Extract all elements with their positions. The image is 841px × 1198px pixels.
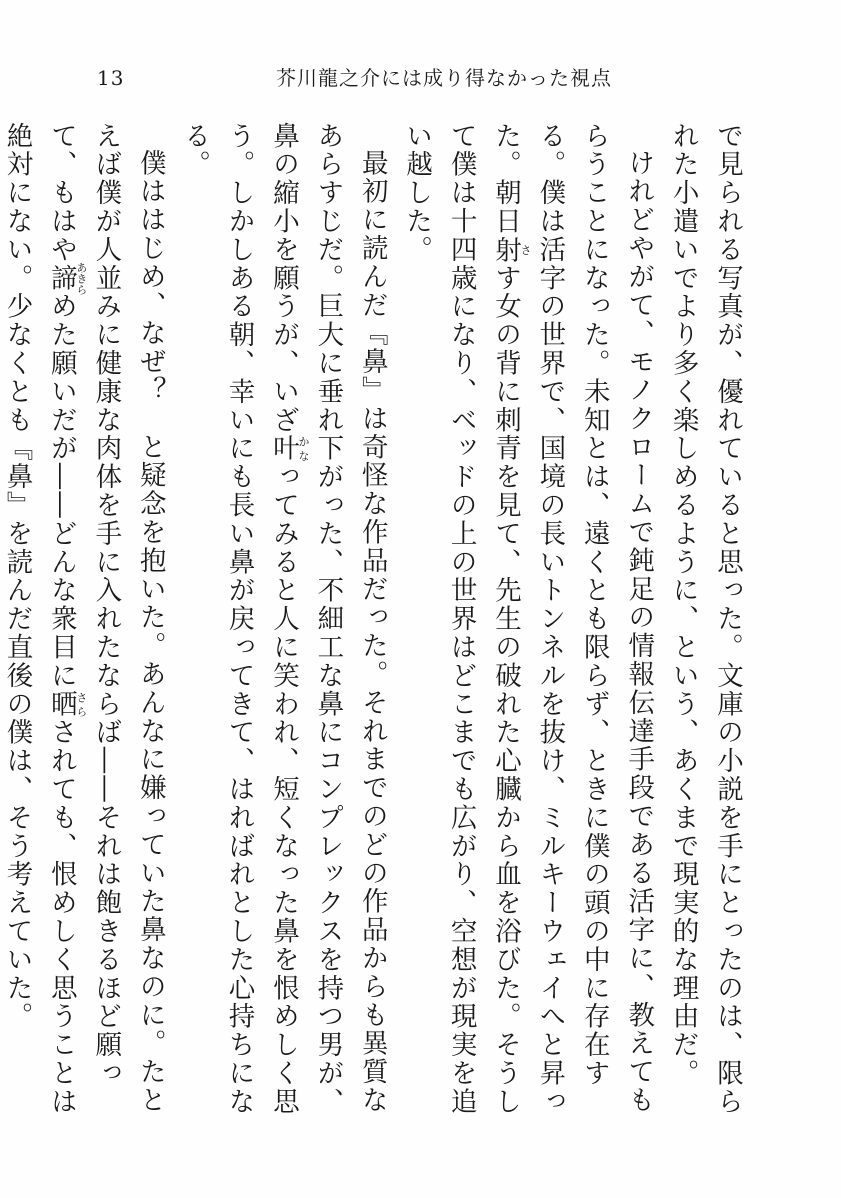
paragraph-p1 xyxy=(660,122,749,1132)
page-number: 13 xyxy=(97,66,125,90)
running-title: 芥川龍之介には成り得なかった視点 xyxy=(276,66,612,90)
ruby-word xyxy=(45,261,88,295)
ruby-base: 射 xyxy=(489,235,521,265)
paragraph-p4 xyxy=(0,122,172,1132)
text-run: 僕ははじめ、なぜ？ と疑念を抱いた。あんなに嫌っていた鼻なのに。たとえば僕が人並みに健康な肉体を手に入れたならば――それは飽きるほど願って、もはや xyxy=(45,122,166,1115)
ruby-word xyxy=(489,235,532,265)
ruby-base: 晒 xyxy=(45,690,77,719)
ruby-reading: さ xyxy=(518,235,532,265)
text-run: けれどやがて、モノクロームで鈍足の情報伝達手段である活字に、教えてもらうことになった。未知とは、遠くとも限らず、ときに僕の頭の中に存在する。僕は活字の世界で、国境の長いトンネルを抜け、ミルキーウェイへと昇った。朝日 xyxy=(489,122,655,1116)
text-run: 最初に読んだ『鼻』は奇怪な作品だった。それまでのどの作品からも異質なあらすじだ。巨大に垂れ下がった、不細工な鼻にコンプレックスを持つ男が、鼻の縮小を願うが、いざ xyxy=(267,122,388,1116)
text-run: めた願いだが――どんな衆目に xyxy=(45,292,77,691)
page-header xyxy=(0,66,841,96)
ruby-word xyxy=(45,690,88,719)
vertical-body-text xyxy=(1,122,749,1132)
paragraph-p3 xyxy=(172,122,394,1132)
ruby-reading: あきら xyxy=(74,261,88,295)
text-run: されても、恨めしく思うことは絶対にない。少なくとも『鼻』を読んだ直後の僕は、そう考えていた。 xyxy=(1,122,77,1117)
ruby-base: 叶 xyxy=(267,434,299,463)
ruby-reading: かな xyxy=(296,434,310,463)
ruby-base: 諦 xyxy=(45,261,77,295)
text-run: す女の背に刺青を見て、先生の破れた心臓から血を浴びた。そうして僕は十四歳になり、ベッドの上の世界はどこまでも広がり、空想が現実を追い越した。 xyxy=(401,122,521,1117)
paragraph-p2 xyxy=(394,122,660,1132)
ruby-word xyxy=(267,434,310,463)
text-run: で見られる写真が、優れていると思った。文庫の小説を手にとったのは、限られた小遣いでより多く楽しめるように、という、あくまで現実的な理由だ。 xyxy=(667,122,743,1116)
text-run: ってみると人に笑われ、短くなった鼻を恨めしく思う。しかしある朝、幸いにも長い鼻が戻ってきて、はればれとした心持ちになる。 xyxy=(179,122,299,1117)
ruby-reading: さら xyxy=(74,690,88,719)
